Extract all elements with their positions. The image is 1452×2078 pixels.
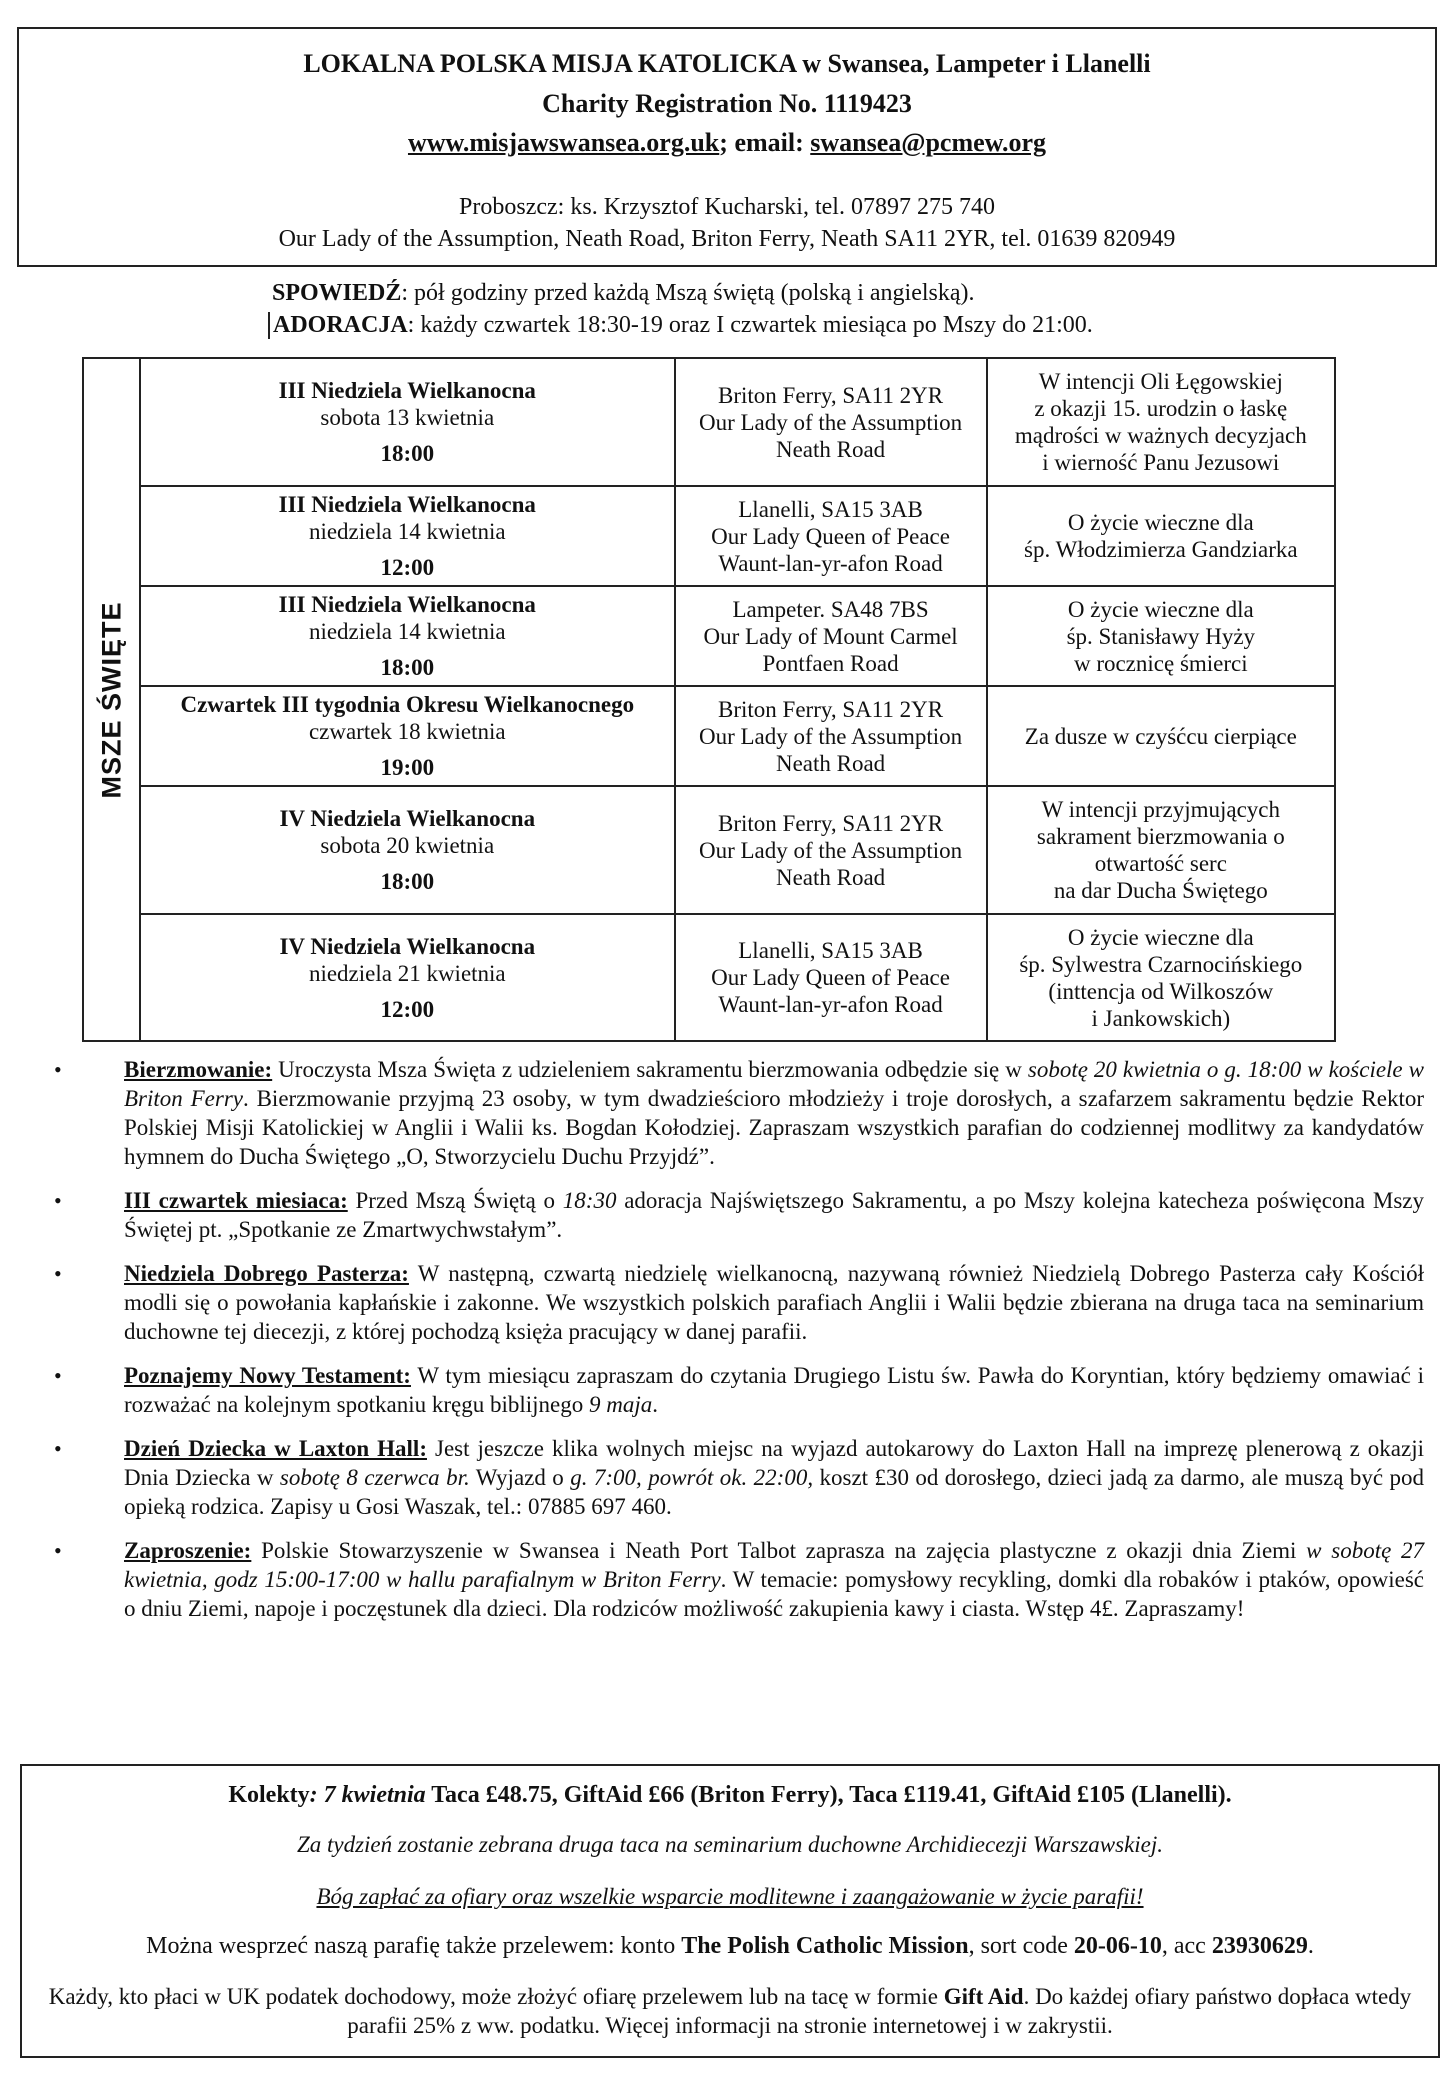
adoration-text: : każdy czwartek 18:30-19 oraz I czwartek miesiąca po Mszy do 21:00. xyxy=(407,312,1093,338)
mass-intention-line: z okazji 15. urodzin o łaskę xyxy=(1034,396,1288,421)
email-label: ; email: xyxy=(719,128,811,157)
mass-name: IV Niedziela Wielkanocna xyxy=(279,933,536,959)
mass-vertical-label: MSZE ŚWIĘTE xyxy=(96,600,127,799)
announcement-text: adoracja Najświętszego Sakramentu, a po Mszy kolejna katecheza poświęcona Mszy Świętej pt. „Spotkanie ze Zmartwychwstałym”. xyxy=(124,1188,1424,1242)
mass-date: niedziela 14 kwietnia xyxy=(308,519,506,544)
account-number: 23930629 xyxy=(1211,1933,1308,1959)
announcement-emphasis: 9 maja xyxy=(588,1392,653,1417)
bullet-icon: • xyxy=(54,1363,62,1388)
mission-title: LOKALNA POLSKA MISJA KATOLICKA w Swansea, Lampeter i Llanelli xyxy=(303,49,1151,78)
mass-date: sobota 20 kwietnia xyxy=(320,833,495,858)
giftaid-term: Gift Aid xyxy=(943,1984,1024,2009)
announcement-text: koszt £30 od dorosłego, dzieci jadą za darmo, ale muszą być pod opieką rodzica. Zapisy u Gosi Waszak, tel.: 07885 697 460. xyxy=(124,1465,1424,1519)
announcement-item xyxy=(54,1055,1424,1171)
mass-date: niedziela 14 kwietnia xyxy=(308,619,506,644)
mass-row xyxy=(83,786,1335,914)
mass-name: III Niedziela Wielkanocna xyxy=(278,492,536,517)
mass-intention-line: W intencji Oli Łęgowskiej xyxy=(1038,369,1283,394)
mass-intention-line: w rocznicę śmierci xyxy=(1073,650,1248,676)
mass-intention-cell xyxy=(987,486,1335,586)
mass-place-cell xyxy=(675,586,987,686)
announcement-text: W tym miesiącu zapraszam do czytania Drugiego Listu św. Pawła do Koryntian, który będziemy omawiać i rozważać na kolejnym spotkaniu kręgu biblijnego xyxy=(124,1363,1425,1417)
confession-text: : pół godziny przed każdą Mszą świętą (polską i angielską). xyxy=(401,280,975,306)
announcement-item xyxy=(54,1536,1424,1623)
mass-intention-cell xyxy=(987,914,1335,1041)
announcement-emphasis: sobotę 8 czerwca br. xyxy=(279,1465,470,1490)
mass-place-cell xyxy=(675,686,987,786)
seminary-note: Za tydzień zostanie zebrana druga taca na seminarium duchowne Archidiecezji Warszawskiej. xyxy=(296,1832,1164,1857)
mass-liturgy-cell xyxy=(140,586,674,686)
announcement-title: Poznajemy Nowy Testament: xyxy=(124,1363,411,1388)
announcement-text: Jest jeszcze klika wolnych miejsc na wyjazd autokarowy do Laxton Hall na imprezę plenerową z okazji Dnia Dziecka w xyxy=(124,1436,1425,1490)
mass-time: 18:00 xyxy=(380,869,435,894)
announcement-item xyxy=(54,1186,1424,1244)
announcement-title: Niedziela Dobrego Pasterza: xyxy=(124,1261,409,1286)
announcement-text: W następną, czwartą niedzielę wielkanocną, nazywaną również Niedzielą Dobrego Pasterza cały Kościół modli się o powołania kapłańskie i zakonne. We wszystkich polskich parafiach Anglii i Walii będzie zbierana na druga taca na seminarium duchowne tej diecezji, z której pochodzą księża pracujący w danej parafii. xyxy=(124,1261,1424,1344)
mass-place-line: Briton Ferry, SA11 2YR xyxy=(718,810,944,836)
contact-line xyxy=(19,128,1435,158)
mass-row xyxy=(83,486,1335,586)
mass-intention-line: otwartość serc xyxy=(1094,851,1227,876)
mass-time: 12:00 xyxy=(380,996,435,1022)
mass-row xyxy=(83,358,1335,486)
mass-place-line: Briton Ferry, SA11 2YR xyxy=(718,382,944,408)
announcement-emphasis: sobotę 20 kwietnia o g. 18:00 w kościele w Briton Ferry xyxy=(124,1057,1424,1111)
announcement-item xyxy=(54,1259,1424,1346)
bullet-icon: • xyxy=(54,1261,62,1286)
announcement-text: Przed Mszą Świętą o xyxy=(347,1188,563,1213)
mass-intention-line: O życie wieczne dla xyxy=(1067,924,1254,950)
bank-transfer-line xyxy=(22,1933,1438,1960)
bullet-icon: • xyxy=(54,1538,62,1563)
mass-name: III Niedziela Wielkanocna xyxy=(278,378,536,403)
giftaid-text-1: Każdy, kto płaci w UK podatek dochodowy, może złożyć ofiarę przelewem lub na tacę w formie xyxy=(48,1984,944,2009)
collections-text: Taca £48.75, GiftAid £66 (Briton Ferry), Taca £119.41, GiftAid £105 (Llanelli). xyxy=(425,1782,1232,1808)
mass-row xyxy=(83,914,1335,1041)
church-address: Our Lady of the Assumption, Neath Road, Briton Ferry, Neath SA11 2YR, tel. 01639 820949 xyxy=(278,226,1176,252)
website-link[interactable]: www.misjawswansea.org.uk xyxy=(407,128,720,157)
mass-place-line: Our Lady Queen of Peace xyxy=(711,965,950,990)
mass-intention-line: (inttencja od Wilkoszów xyxy=(1048,978,1274,1004)
mass-place-line: Llanelli, SA15 3AB xyxy=(738,938,923,963)
announcements-list xyxy=(54,1055,1424,1638)
mass-place-line: Pontfaen Road xyxy=(762,650,899,676)
mass-liturgy-cell xyxy=(140,358,674,486)
mass-time: 18:00 xyxy=(380,441,435,466)
announcement-emphasis: g. 7:00, powrót ok. 22:00, xyxy=(570,1465,814,1490)
announcement-title: Zaproszenie: xyxy=(124,1538,252,1563)
mass-liturgy-cell xyxy=(140,686,674,786)
mass-intention-line: śp. Włodzimierza Gandziarka xyxy=(1024,537,1298,562)
mass-intention-line: na dar Ducha Świętego xyxy=(1053,878,1268,903)
bullet-icon: • xyxy=(54,1188,62,1213)
mass-row xyxy=(83,586,1335,686)
transfer-text: Można wesprzeć naszą parafię także przelewem: konto xyxy=(146,1933,682,1959)
collections-date: : 7 kwietnia xyxy=(309,1782,426,1808)
mass-date: niedziela 21 kwietnia xyxy=(308,960,506,986)
confession-line xyxy=(272,280,975,307)
announcement-title: Bierzmowanie: xyxy=(124,1057,273,1082)
announcement-text: . Bierzmowanie przyjmą 23 osoby, w tym dwadzieścioro młodzieży i troje dorosłych, a szafarzem sakramentu będzie Rektor Polskiej Misji Katolickiej w Anglii i Walii ks. Bogdan Kołodziej. Zapraszam wszystkich parafian do codziennej modlitwy za kandydatów hymnem do Ducha Świętego „O, Stworzycielu Duchu Przyjdź”. xyxy=(124,1086,1424,1169)
mass-vertical-label-cell xyxy=(83,358,140,1041)
mass-intention-cell xyxy=(987,686,1335,786)
announcement-emphasis: 18:30 xyxy=(562,1188,617,1213)
mass-place-line: Our Lady of the Assumption xyxy=(698,409,963,435)
mass-intention-line: śp. Stanisławy Hyży xyxy=(1066,623,1256,649)
sort-label: , sort code xyxy=(968,1933,1074,1959)
footer-box xyxy=(20,1764,1440,2058)
mass-intention-line: sakrament bierzmowania o xyxy=(1036,824,1285,849)
mass-intention-cell xyxy=(987,586,1335,686)
announcement-text: Uroczysta Msza Święta z udzieleniem sakramentu bierzmowania odbędzie się w xyxy=(272,1057,1028,1082)
giftaid-note xyxy=(42,1982,1418,2040)
mass-intention-line: Za dusze w czyśćcu cierpiące xyxy=(1024,723,1297,749)
adoration-label: ADORACJA xyxy=(273,312,408,338)
mass-intention-line: i Jankowskich) xyxy=(1091,1005,1231,1031)
bullet-icon: • xyxy=(54,1436,62,1461)
mass-intention-line: O życie wieczne dla xyxy=(1067,510,1254,535)
mass-intention-line: O życie wieczne dla xyxy=(1067,596,1254,622)
mass-intention-line: W intencji przyjmujących xyxy=(1041,797,1281,822)
charity-number: Charity Registration No. 1119423 xyxy=(542,89,912,118)
mass-date: czwartek 18 kwietnia xyxy=(308,719,506,744)
mass-place-cell xyxy=(675,786,987,914)
adoration-line xyxy=(268,312,1093,339)
mass-time: 12:00 xyxy=(380,555,435,580)
account-name: The Polish Catholic Mission xyxy=(681,1933,969,1959)
giftaid-text-2: . Do każdej ofiary państwo dopłaca wtedy parafii 25% z ww. podatku. Więcej informacji na stronie internetowej i w zakrystii. xyxy=(347,1984,1412,2038)
announcement-text: Wyjazd o xyxy=(469,1465,571,1490)
mass-place-line: Our Lady Queen of Peace xyxy=(711,523,950,549)
collections-line xyxy=(22,1782,1438,1809)
mass-schedule-table xyxy=(82,357,1336,1042)
announcement-text: Polskie Stowarzyszenie w Swansea i Neath Port Talbot zaprasza na zajęcia plastyczne z okazji dnia Ziemi xyxy=(251,1538,1307,1563)
mass-place-line: Waunt-lan-yr-afon Road xyxy=(718,550,943,576)
mass-liturgy-cell xyxy=(140,486,674,586)
mass-intention-line: i wierność Panu Jezusowi xyxy=(1042,450,1280,475)
announcement-text: . xyxy=(652,1392,658,1417)
mass-name: Czwartek III tygodnia Okresu Wielkanocnego xyxy=(180,692,635,717)
mass-row xyxy=(83,686,1335,786)
announcement-title: Dzień Dziecka w Laxton Hall: xyxy=(124,1436,427,1461)
mass-liturgy-cell xyxy=(140,914,674,1041)
email-link[interactable]: swansea@pcmew.org xyxy=(810,128,1047,157)
mass-time: 18:00 xyxy=(380,655,435,680)
mass-time: 19:00 xyxy=(380,755,435,780)
mass-place-line: Neath Road xyxy=(775,864,886,890)
confession-label: SPOWIEDŹ xyxy=(272,280,402,306)
acc-label: , acc xyxy=(1161,1933,1212,1959)
sort-code: 20-06-10 xyxy=(1073,1933,1162,1959)
mass-place-line: Our Lady of the Assumption xyxy=(698,723,963,749)
mass-intention-cell xyxy=(987,786,1335,914)
priest-info: Proboszcz: ks. Krzysztof Kucharski, tel. 07897 275 740 xyxy=(459,194,995,220)
mass-place-line: Lampeter. SA48 7BS xyxy=(732,596,929,622)
mass-place-line: Briton Ferry, SA11 2YR xyxy=(718,696,944,722)
mass-name: III Niedziela Wielkanocna xyxy=(278,592,536,617)
mass-place-line: Neath Road xyxy=(775,750,886,776)
mass-intention-line: mądrości w ważnych decyzjach xyxy=(1014,423,1307,448)
mass-place-line: Waunt-lan-yr-afon Road xyxy=(718,992,943,1017)
mass-name: IV Niedziela Wielkanocna xyxy=(279,806,536,831)
announcement-title: III czwartek miesiaca: xyxy=(124,1188,348,1213)
mass-place-line: Our Lady of the Assumption xyxy=(698,837,963,863)
mass-place-cell xyxy=(675,914,987,1041)
mass-intention-cell xyxy=(987,358,1335,486)
mass-place-line: Llanelli, SA15 3AB xyxy=(738,496,923,522)
mass-place-cell xyxy=(675,358,987,486)
announcement-item xyxy=(54,1434,1424,1521)
mass-liturgy-cell xyxy=(140,786,674,914)
bullet-icon: • xyxy=(54,1057,62,1082)
mass-place-line: Our Lady of Mount Carmel xyxy=(703,623,958,649)
transfer-end: . xyxy=(1307,1933,1314,1959)
announcement-emphasis: w sobotę 27 kwietnia, godz 15:00-17:00 w hallu parafialnym w Briton Ferry xyxy=(124,1538,1425,1592)
collections-label: Kolekty xyxy=(228,1782,310,1808)
mass-place-cell xyxy=(675,486,987,586)
announcement-item xyxy=(54,1361,1424,1419)
mass-intention-line: śp. Sylwestra Czarnocińskiego xyxy=(1019,951,1303,977)
mass-place-line: Neath Road xyxy=(775,436,886,462)
thanks-note: Bóg zapłać za ofiary oraz wszelkie wsparcie modlitewne i zaangażowanie w życie parafii! xyxy=(316,1884,1144,1909)
header-box xyxy=(17,27,1437,267)
mass-date: sobota 13 kwietnia xyxy=(320,405,495,430)
announcement-text: . W temacie: pomysłowy recykling, domki dla robaków i ptaków, opowieść o dniu Ziemi, napoje i poczęstunek dla dzieci. Dla rodziców możliwość zakupienia kawy i ciasta. Wstęp 4£. Zapraszamy! xyxy=(124,1567,1424,1621)
